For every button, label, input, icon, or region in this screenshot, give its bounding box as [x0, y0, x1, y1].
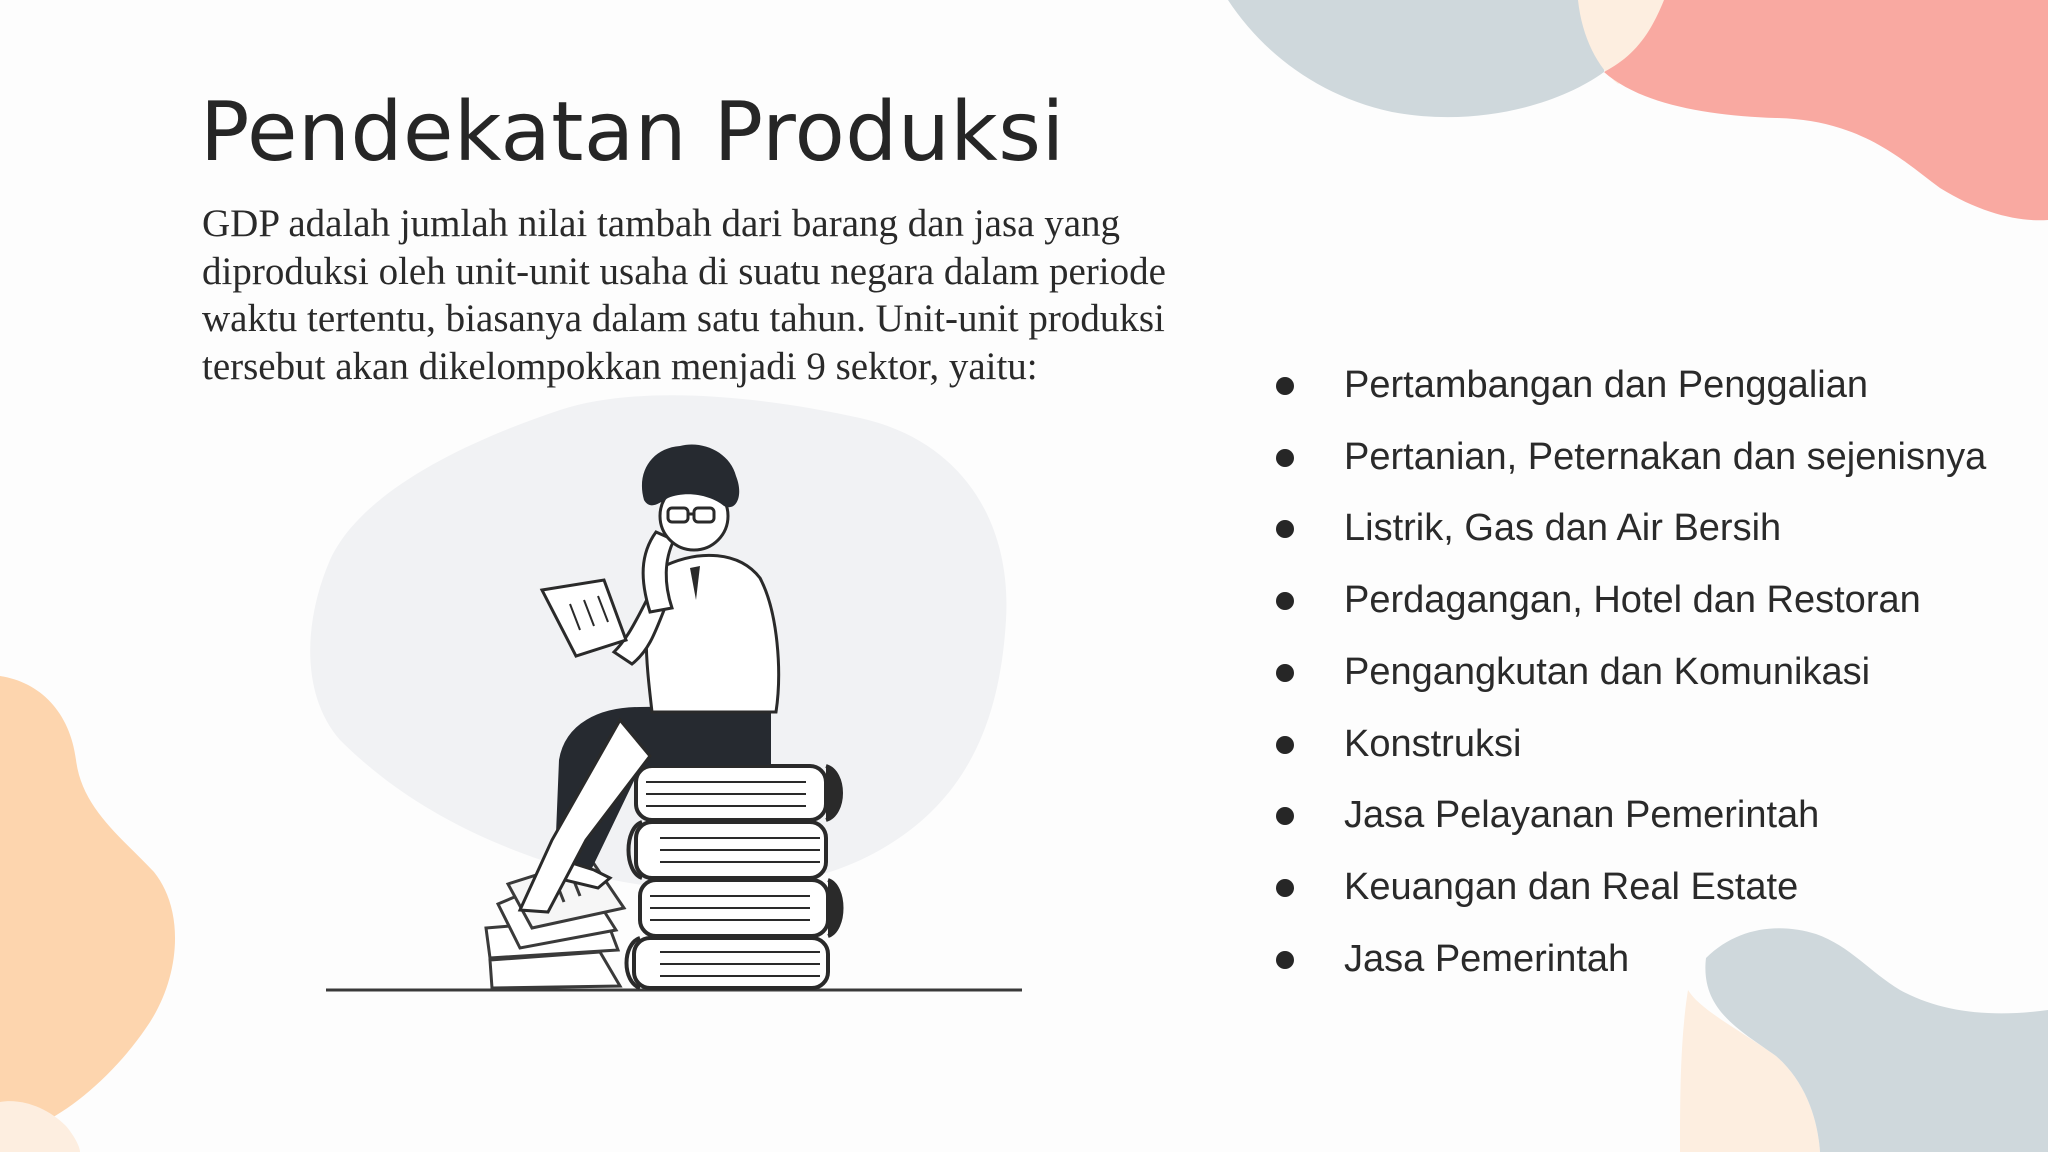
body-paragraph: GDP adalah jumlah nilai tambah dari barang dan jasa yang diproduksi oleh unit-unit usaha di suatu negara dalam periode waktu tertentu, biasanya dalam satu tahun. Unit-unit produksi tersebut akan dikelompokkan menjadi 9 sektor, yaitu:	[202, 202, 1166, 388]
list-item	[1268, 565, 1988, 637]
book-stack	[627, 766, 842, 988]
blob-gray-top	[1228, 0, 1610, 117]
bullet-dot-icon	[1276, 736, 1294, 754]
slide-title: Pendekatan Produksi	[200, 85, 1065, 180]
list-item-text: Pertanian, Peternakan dan sejenisnya	[1344, 435, 1987, 478]
list-item	[1268, 350, 1988, 422]
list-item-text: Keuangan dan Real Estate	[1344, 865, 1799, 908]
bullet-dot-icon	[1276, 592, 1294, 610]
list-item	[1268, 637, 1988, 709]
person-reading-on-books-illustration	[300, 380, 1060, 1020]
bullet-dot-icon	[1276, 377, 1294, 395]
list-item-text: Jasa Pemerintah	[1344, 937, 1630, 980]
list-item-text: Pengangkutan dan Komunikasi	[1344, 650, 1871, 693]
blob-peach-left	[0, 676, 175, 1142]
bullet-dot-icon	[1276, 807, 1294, 825]
list-item-text: Listrik, Gas dan Air Bersih	[1344, 507, 1782, 550]
bullet-dot-icon	[1276, 449, 1294, 467]
bullet-dot-icon	[1276, 951, 1294, 969]
list-item	[1268, 709, 1988, 781]
blob-pink-top	[1604, 0, 2048, 220]
list-item-text: Jasa Pelayanan Pemerintah	[1344, 794, 1820, 837]
bullet-dot-icon	[1276, 520, 1294, 538]
list-item	[1268, 780, 1988, 852]
list-item	[1268, 493, 1988, 565]
bullet-dot-icon	[1276, 664, 1294, 682]
bullet-dot-icon	[1276, 879, 1294, 897]
list-item	[1268, 852, 1988, 924]
list-item	[1268, 924, 1988, 996]
list-item-text: Konstruksi	[1344, 722, 1522, 765]
list-item-text: Perdagangan, Hotel dan Restoran	[1344, 579, 1921, 622]
list-item	[1268, 422, 1988, 494]
blob-cream-left	[0, 1101, 80, 1152]
sector-list	[1268, 350, 1988, 995]
list-item-text: Pertambangan dan Penggalian	[1344, 364, 1868, 406]
